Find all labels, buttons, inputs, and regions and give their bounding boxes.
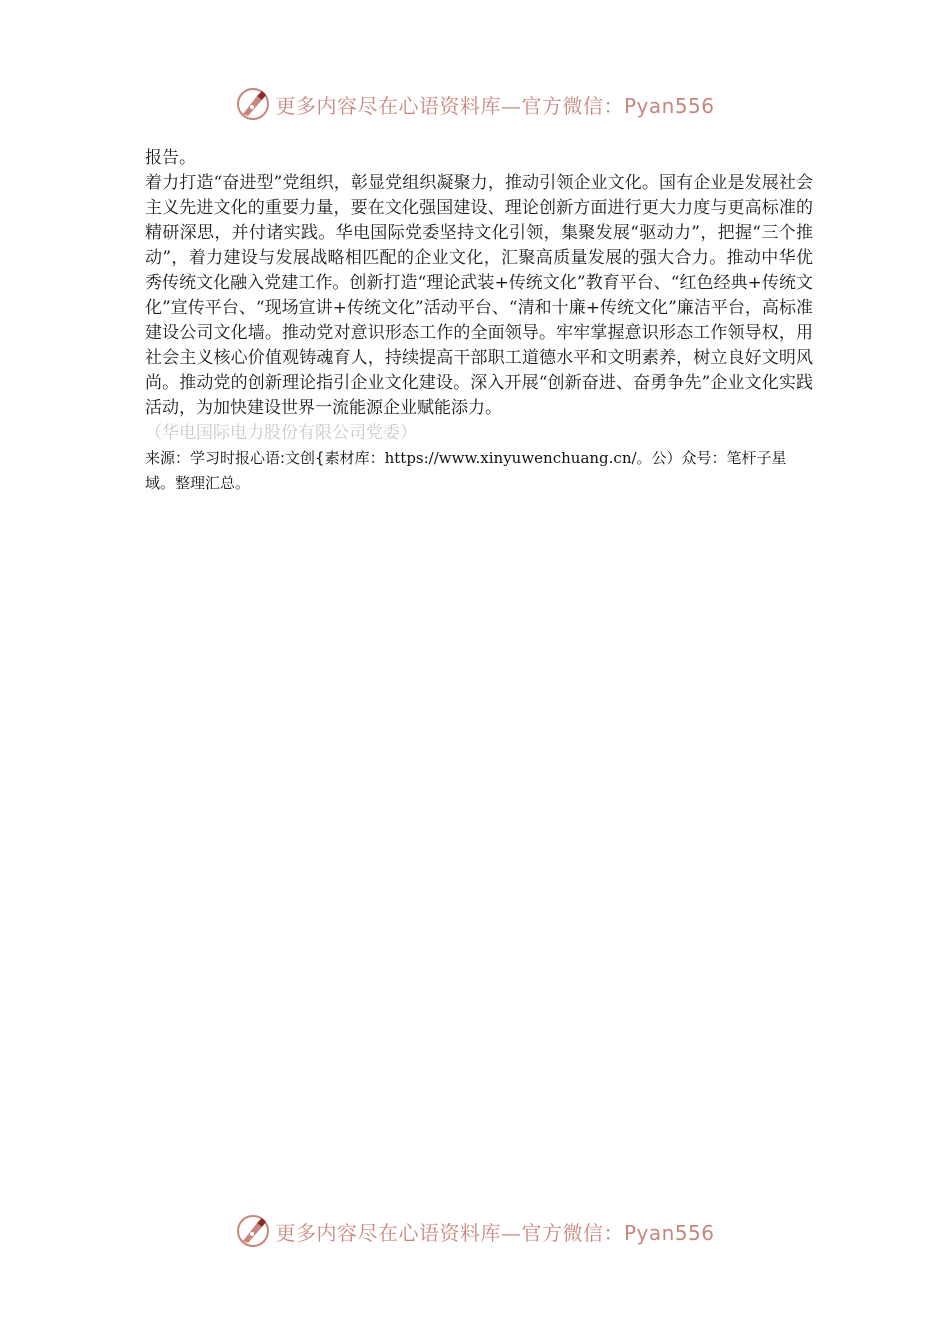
paragraph-tail: 报告。: [145, 148, 196, 168]
pen-nib-logo-icon: [235, 86, 271, 122]
wechat-account: Pyan556: [623, 1220, 715, 1245]
source-url: https://www.xinyuwenchuang.cn/: [384, 449, 637, 467]
source-suffix: 。公）众号：笔杆子星域。整理汇总。: [145, 449, 787, 492]
signature-line: （华电国际电力股份有限公司党委）: [145, 423, 417, 443]
banner-text: 更多内容尽在心语资料库—官方微信：Pyan556: [275, 1220, 715, 1245]
banner-text: 更多内容尽在心语资料库—官方微信：Pyan556: [275, 93, 715, 118]
source-prefix: 来源：学习时报心语:文创{素材库：: [145, 449, 385, 467]
header-banner: [0, 82, 950, 126]
source-line: [145, 446, 813, 496]
footer-banner: [0, 1209, 950, 1253]
document-body: [145, 146, 813, 496]
wechat-account: Pyan556: [623, 93, 715, 118]
pen-nib-logo-icon: [235, 1213, 271, 1249]
paragraph-main: 着力打造“奋进型”党组织，彰显党组织凝聚力，推动引领企业文化。国有企业是发展社会主义先进文化的重要力量，要在文化强国建设、理论创新方面进行更大力度与更高标准的精研深思，并付诸实践。华电国际党委坚持文化引领，集聚发展“驱动力”，把握“三个推动”，着力建设与发展战略相匹配的企业文化，汇聚高质量发展的强大合力。推动中华优秀传统文化融入党建工作。创新打造“理论武装+传统文化”教育平台、“红色经典+传统文化”宣传平台、“现场宣讲+传统文化”活动平台、“清和十廉+传统文化”廉洁平台，高标准建设公司文化墙。推动党对意识形态工作的全面领导。牢牢掌握意识形态工作领导权，用社会主义核心价值观铸魂育人，持续提高干部职工道德水平和文明素养，树立良好文明风尚。推动党的创新理论指引企业文化建设。深入开展“创新奋进、奋勇争先”企业文化实践活动，为加快建设世界一流能源企业赋能添力。: [145, 173, 813, 418]
